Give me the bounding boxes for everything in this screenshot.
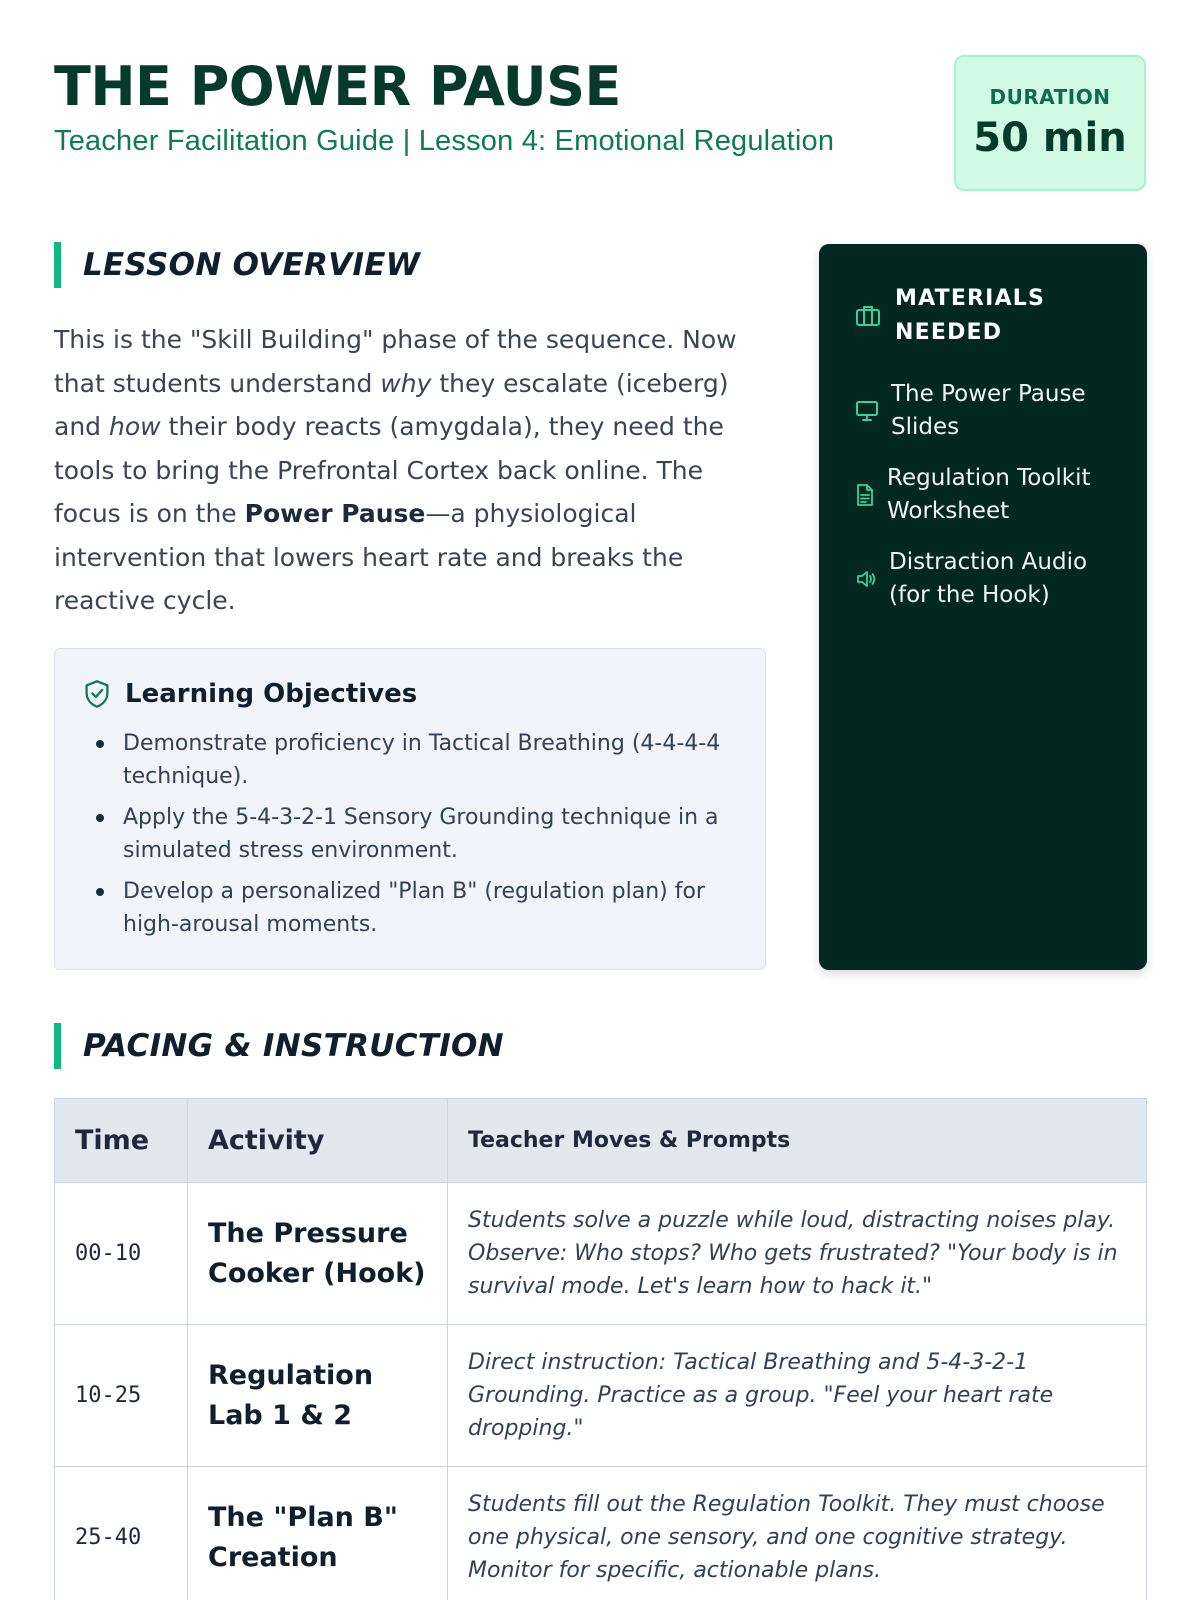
objectives-title: Learning Objectives [125, 679, 418, 709]
duration-value: 50 min [973, 115, 1127, 161]
pacing-heading: PACING & INSTRUCTION [54, 1023, 504, 1069]
row-activity: The "Plan B" Creation [188, 1467, 448, 1600]
material-item-worksheet [855, 462, 1111, 528]
duration-badge [954, 55, 1146, 191]
table-header-row [55, 1099, 1147, 1183]
overview-text-2: they escalate (iceberg) and [54, 368, 729, 441]
material-label: The Power Pause Slides [891, 381, 1086, 440]
row-time: 25-40 [55, 1467, 188, 1600]
column-header-activity: Activity [188, 1099, 448, 1183]
table-row [55, 1467, 1147, 1600]
speaker-icon [855, 569, 877, 589]
overview-emphasis-why: why [380, 368, 432, 398]
page-subtitle: Teacher Facilitation Guide | Lesson 4: Emotional Regulation [54, 125, 835, 157]
overview-text-4: —a physiological intervention that lowers heart rate and breaks the reactive cycle. [54, 499, 684, 615]
objectives-list [83, 727, 737, 941]
briefcase-icon [855, 304, 881, 328]
overview-text-1: This is the "Skill Building" phase of the sequence. Now that students understand [54, 325, 737, 398]
overview-text-3: their body reacts (amygdala), they need the tools to bring the Prefrontal Cortex back online. The focus is on the [54, 412, 724, 528]
overview-paragraph [54, 318, 754, 623]
objective-item: Demonstrate proficiency in Tactical Breathing (4-4-4-4 technique). [93, 727, 737, 793]
duration-label: DURATION [989, 85, 1111, 109]
materials-header [855, 282, 1111, 350]
objective-item: Apply the 5-4-3-2-1 Sensory Grounding technique in a simulated stress environment. [93, 801, 737, 867]
material-item-slides [855, 378, 1111, 444]
pacing-table [54, 1098, 1147, 1600]
overview-heading: LESSON OVERVIEW [54, 242, 420, 288]
column-header-teacher-moves: Teacher Moves & Prompts [448, 1099, 1147, 1183]
page-title: THE POWER PAUSE [54, 55, 621, 118]
table-row [55, 1183, 1147, 1325]
overview-strong-power-pause: Power Pause [244, 499, 426, 528]
table-row [55, 1325, 1147, 1467]
objectives-header [83, 679, 737, 709]
row-teacher-moves: Students solve a puzzle while loud, distracting noises play. Observe: Who stops? Who gets frustrated? "Your body is in survival mode. Let's learn how to hack it." [448, 1183, 1147, 1325]
materials-panel [819, 244, 1147, 970]
row-teacher-moves: Students fill out the Regulation Toolkit. They must choose one physical, one sensory, and one cognitive strategy. Monitor for specific, actionable plans. [448, 1467, 1147, 1600]
row-activity: Regulation Lab 1 & 2 [188, 1325, 448, 1467]
material-label: Distraction Audio (for the Hook) [889, 549, 1088, 608]
row-activity: The Pressure Cooker (Hook) [188, 1183, 448, 1325]
objective-item: Develop a personalized "Plan B" (regulation plan) for high-arousal moments. [93, 875, 737, 941]
learning-objectives-card [54, 648, 766, 970]
row-time: 10-25 [55, 1325, 188, 1467]
row-time: 00-10 [55, 1183, 188, 1325]
shield-check-icon [83, 679, 111, 709]
materials-title: MATERIALS NEEDED [895, 286, 1046, 345]
row-teacher-moves: Direct instruction: Tactical Breathing and 5-4-3-2-1 Grounding. Practice as a group. "Feel your heart rate dropping." [448, 1325, 1147, 1467]
column-header-time: Time [55, 1099, 188, 1183]
material-label: Regulation Toolkit Worksheet [887, 465, 1091, 524]
page-header [54, 55, 1146, 195]
overview-emphasis-how: how [108, 412, 161, 441]
document-icon [855, 483, 875, 507]
monitor-icon [855, 400, 879, 422]
material-item-audio [855, 546, 1111, 612]
